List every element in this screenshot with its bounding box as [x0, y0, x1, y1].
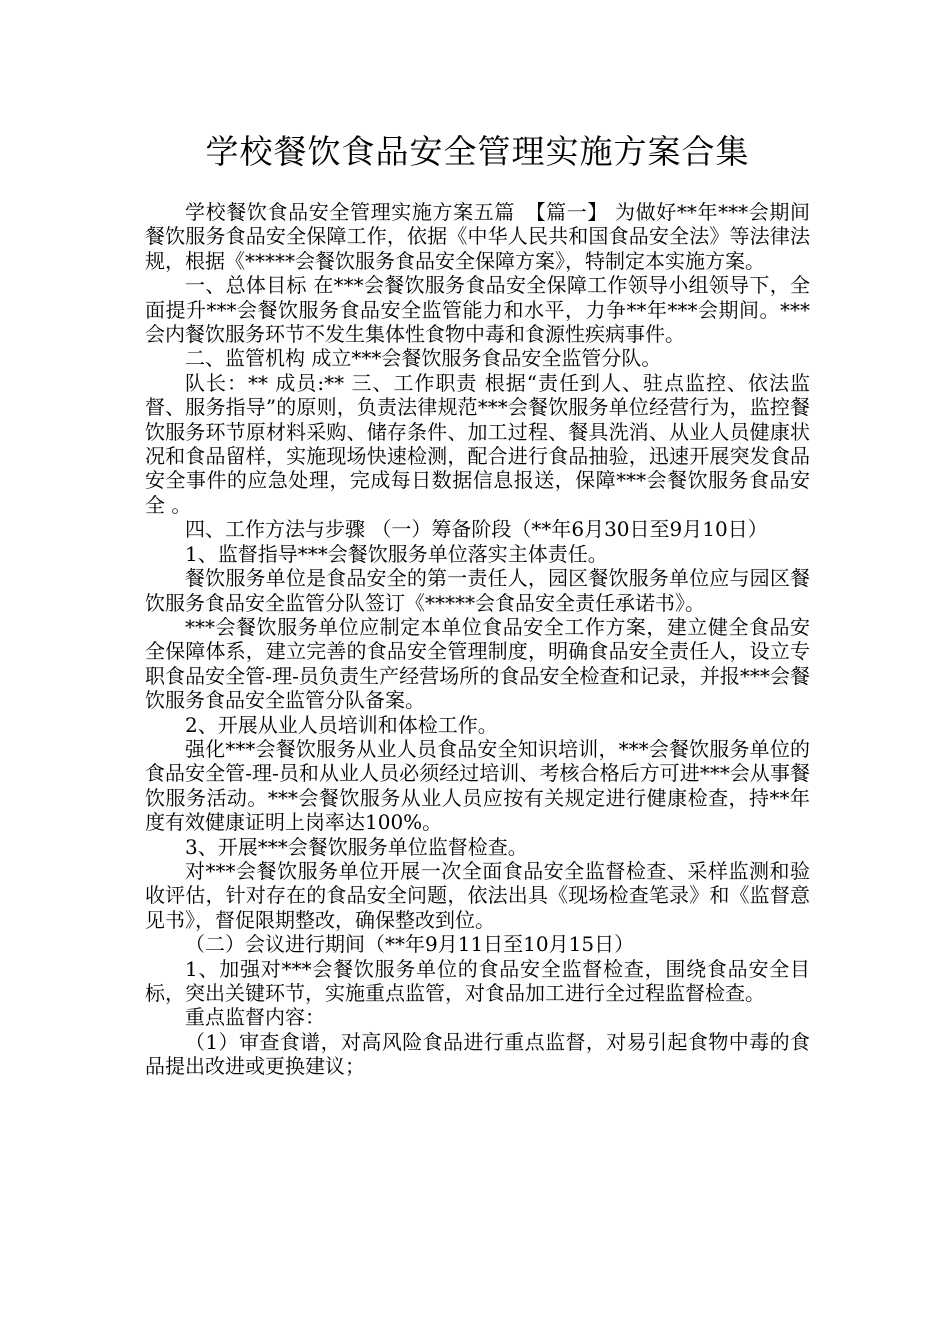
paragraph: （二）会议进行期间（**年9月11日至10月15日）: [185, 932, 635, 957]
paragraph: （1）审查食谱，对高风险食品进行重点监督，对易引起食物中毒的食品提出改进或更换建议；: [145, 1029, 810, 1079]
paragraph: 对***会餐饮服务单位开展一次全面食品安全监督检查、采样监测和验收评估，针对存在的食品安全问题，依法出具《现场检查笔录》和《监督意见书》，督促限期整改，确保整改到位。: [145, 858, 810, 932]
paragraph: 1、监督指导***会餐饮服务单位落实主体责任。: [185, 541, 608, 566]
paragraph: 一、总体目标 在***会餐饮服务食品安全保障工作领导小组领导下，全面提升***会餐饮服务食品安全监管能力和水平，力争**年***会期间。***会内餐饮服务环节不发生集体性食物中毒和食源性疾病事件。: [145, 273, 810, 347]
paragraph: 餐饮服务单位是食品安全的第一责任人，园区餐饮服务单位应与园区餐饮服务食品安全监管分队签订《*****会食品安全责任承诺书》。: [145, 566, 810, 615]
paragraph: 队长：** 成员:** 三、工作职责 根据“责任到人、驻点监控、依法监督、服务指导”的原则，负责法律规范***会餐饮服务单位经营行为，监控餐饮服务环节原材料采购、储存条件、加工过程、餐具洗消、从业人员健康状况和食品留样，实施现场快速检测，配合进行食品抽验，迅速开展突发食品安全事件的应急处理，完成每日数据信息报送，保障***会餐饮服务食品安全 。: [145, 370, 810, 517]
paragraph: 四、工作方法与步骤 （一）筹备阶段（**年6月30日至9月10日）: [185, 517, 768, 542]
paragraph: 2、开展从业人员培训和体检工作。: [185, 712, 498, 737]
paragraph: ***会餐饮服务单位应制定本单位食品安全工作方案，建立健全食品安全保障体系，建立完善的食品安全管理制度，明确食品安全责任人，设立专职食品安全管-理-员负责生产经营场所的食品安全检查和记录，并报***会餐饮服务食品安全监管分队备案。: [145, 614, 810, 713]
paragraph: 1、加强对***会餐饮服务单位的食品安全监督检查，围绕食品安全目标，突出关键环节，实施重点监管，对食品加工进行全过程监督检查。: [145, 956, 810, 1005]
paragraph: 学校餐饮食品安全管理实施方案五篇 【篇一】 为做好**年***会期间餐饮服务食品安全保障工作，依据《中华人民共和国食品安全法》等法律法规，根据《*****会餐饮服务食品安全保障方案》，特制定本实施方案。: [145, 200, 810, 273]
document-title: 学校餐饮食品安全管理实施方案合集: [205, 132, 750, 171]
document-body: [145, 200, 810, 1079]
paragraph: 二、监管机构 成立***会餐饮服务食品安全监管分队。: [185, 346, 662, 371]
paragraph: 强化***会餐饮服务从业人员食品安全知识培训，***会餐饮服务单位的食品安全管-理-员和从业人员必须经过培训、考核合格后方可进***会从事餐饮服务活动。***会餐饮服务从业人员应按有关规定进行健康检查，持**年度有效健康证明上岗率达100%。: [145, 736, 810, 835]
paragraph: 3、开展***会餐饮服务单位监督检查。: [185, 834, 528, 859]
paragraph: 重点监督内容：: [185, 1005, 325, 1030]
